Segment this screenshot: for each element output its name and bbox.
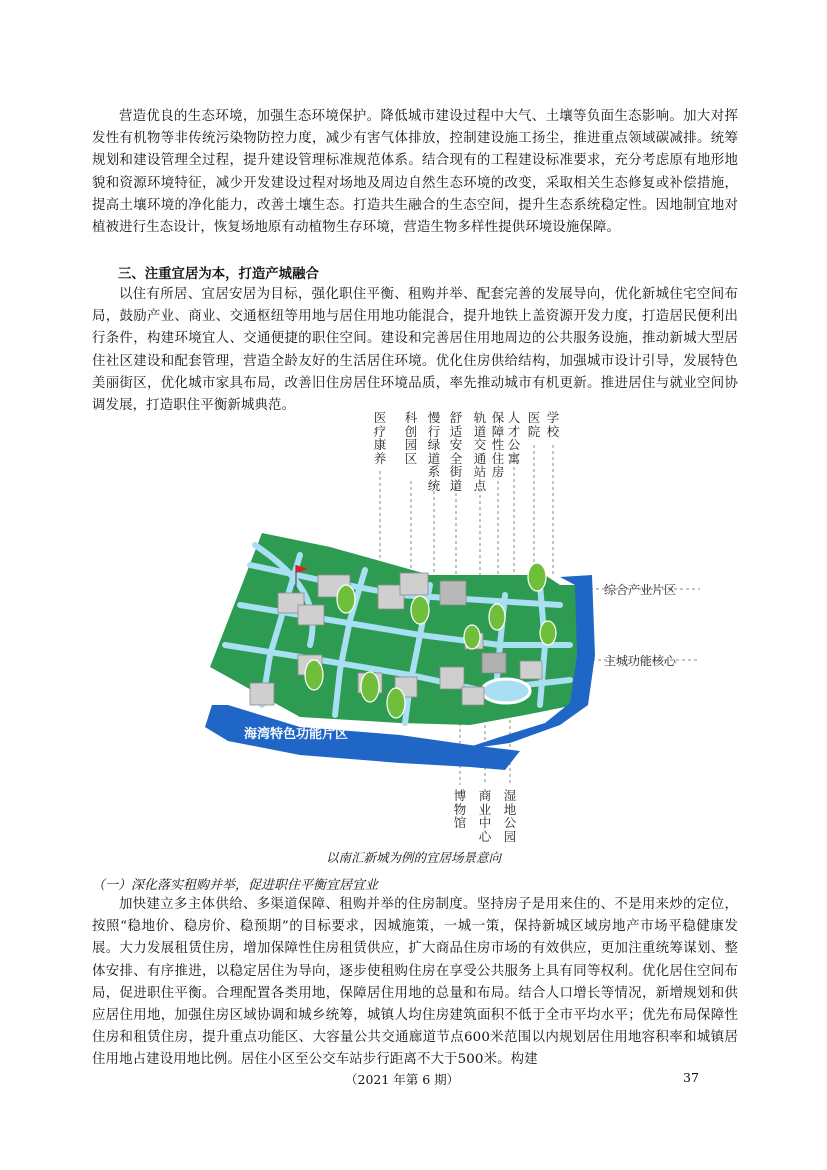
issue-number: （2021 年第 6 期） [345,1072,460,1087]
figure-caption: 以南汇新城为例的宜居场景意向 [325,850,501,865]
label-greenway: 慢行绿道系统 [427,410,441,493]
label-school: 学校 [546,410,560,439]
bay-band-label: 海湾特色功能片区 [244,727,349,742]
subsection-heading: （一）深化落实租购并举，促进职住平衡宜居宜业 [92,878,379,893]
label-industry-zone: 综合产业片区 [604,583,677,597]
livable-scene-illustration [0,405,827,845]
wetland-pond [482,679,530,703]
paragraph-ecology: 营造优良的生态环境，加强生态环境保护。降低城市建设过程中大气、土壤等负面生态影响。加大对挥发性有机物等非传统污染物防控力度，减少有害气体排放，控制建设施工扬尘，推进重点领域碳减排。统筹规划和建设管理全过程，提升建设管理标准规范体系。结合现有的工程建设标准要求，充分考虑原有地形地貌和资源环境特征，减少开发建设过程对场地及周边自然生态环境的改变，采取相关生态修复或补偿措施，提高土壤环境的净化能力，改善土壤生态。打造共生融合的生态空间，提升生态系统稳定性。因地制宜地对植被进行生态设计，恢复场地原有动植物生存环境，营造生物多样性提供环境设施保障。 [92,109,738,236]
paragraph-livable: 以住有所居、宜居安居为目标，强化职住平衡、租购并举、配套完善的发展导向，优化新城住宅空间布局，鼓励产业、商业、交通枢纽等用地与居住用地功能混合，提升地铁上盖资源开发力度，打造居民便利出行条件，构建环境宜人、交通便捷的职住空间。建设和完善居住用地周边的公共服务设施，推动新城大型居住社区建设和配套管理，营造全龄友好的生活居住环境。优化住房供给结构，加强城市设计引导，发展特色美丽街区，优化城市家具布局，改善旧住房居住环境品质，率先推动城市有机更新。推进居住与就业空间协调发展，打造职住平衡新城典范。 [92,287,738,414]
label-medical-care: 医疗康养 [373,410,387,466]
label-commercial-center: 商业中心 [478,788,492,844]
label-affordable-housing: 保障性住房 [491,410,505,480]
label-wetland-park: 湿地公园 [503,788,517,844]
label-core-zone: 主城功能核心 [604,654,677,668]
label-hospital: 医院 [527,410,541,439]
paragraph-housing: 加快建立多主体供给、多渠道保障、租购并举的住房制度。坚持房子是用来住的、不是用来炒的定位，按照“稳地价、稳房价、稳预期”的目标要求，因城施策，一城一策，保持新城区域房地产市场平稳健康发展。大力发展租赁住房，增加保障性住房租赁供应，扩大商品住房市场的有效供应，更加注重统筹谋划、整体安排、有序推进，以稳定居住为导向，逐步使租购住房在享受公共服务上具有同等权利。优化居住空间布局，促进职住平衡。合理配置各类用地，保障居住用地的总量和布局。结合人口增长等情况，新增规划和供应居住用地，加强住房区域协调和城乡统筹，城镇人均住房建筑面积不低于全市平均水平；优先布局保障性住房和租赁住房，提升重点功能区、大容量公共交通廊道节点600米范围以内规划居住用地容积率和城镇居住用地占建设用地比例。居住小区至公交车站步行距离不大于500米。构建 [92,897,738,1068]
page-number: 37 [683,1070,699,1085]
city-scene-svg [0,405,827,845]
label-talent-apartment: 人才公寓 [507,410,521,466]
section-heading: 三、注重宜居为本，打造产城融合 [118,267,319,282]
label-rail-station: 轨道交通站点 [473,410,487,493]
label-tech-park: 科创园区 [404,410,418,466]
label-safe-street: 舒适安全街道 [449,410,463,493]
label-museum: 博物馆 [453,788,467,831]
